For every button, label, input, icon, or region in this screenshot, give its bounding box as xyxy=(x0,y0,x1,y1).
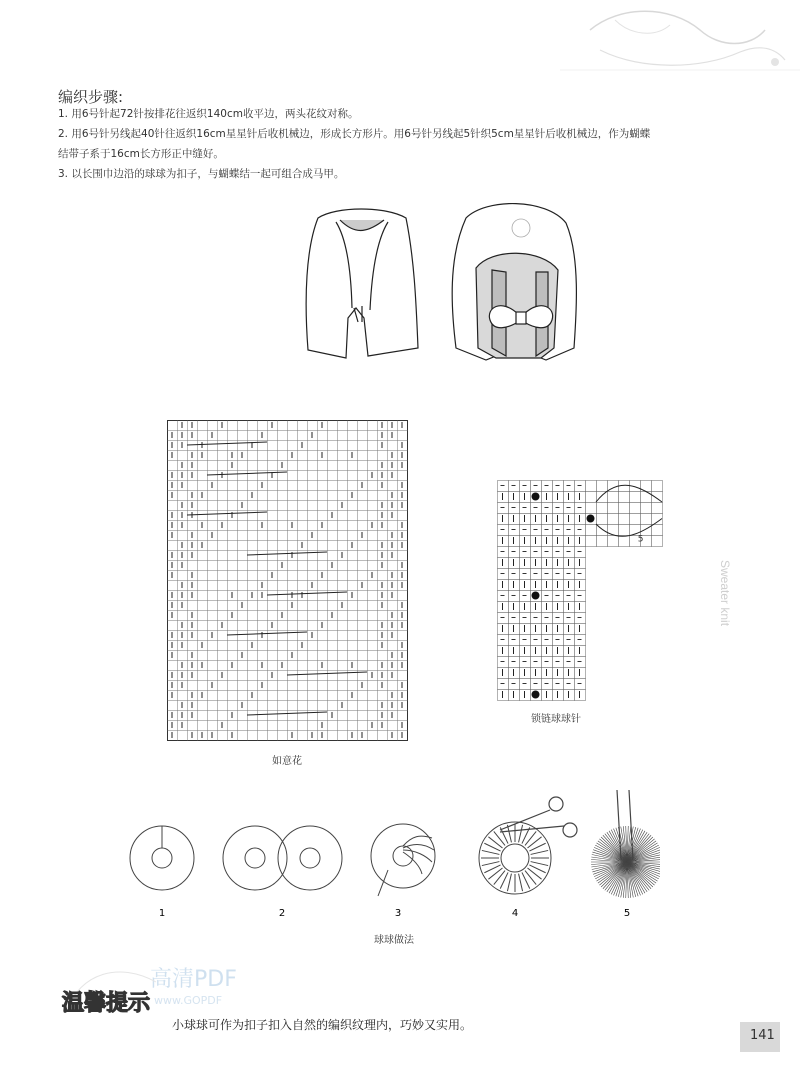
instructions-heading: 编织步骤: xyxy=(58,88,124,106)
bobble-dot xyxy=(587,515,595,523)
bobble-dot xyxy=(532,592,540,600)
swirl-ornament-icon xyxy=(560,0,800,90)
step-number-2: 2 xyxy=(278,908,286,919)
vest-illustration xyxy=(296,198,586,368)
bobble-chart-caption: 锁链球球针 xyxy=(531,714,581,725)
chain-bobble-chart xyxy=(497,480,669,704)
instruction-step-2-continued: 结带子系于16cm长方形正中缝好。 xyxy=(58,148,224,160)
pompom-steps-illustration xyxy=(120,786,660,926)
pompom-step-1-drawing xyxy=(130,826,194,890)
vest-back-drawing xyxy=(452,204,576,360)
pompom-step-3-drawing xyxy=(371,824,435,896)
page-number: 141 xyxy=(750,1028,775,1043)
instruction-step-1: 1. 用6号针起72针按排花往返织140cm收平边，两头花纹对称。 xyxy=(58,108,359,120)
tip-text: 小球球可作为扣子扣入自然的编织纹理内，巧妙又实用。 xyxy=(172,1018,473,1032)
step-number-5: 5 xyxy=(623,908,631,919)
pompom-step-5-drawing xyxy=(591,790,660,898)
pompom-caption: 球球做法 xyxy=(374,935,414,946)
warm-tip-logo-text: 温馨提示 xyxy=(62,991,151,1016)
side-vertical-label: Sweater knit xyxy=(718,560,732,627)
instruction-step-2: 2. 用6号针另线起40针往返织16cm星星针后收机械边，形成长方形片。用6号针另线起5针织5cm星星针后收机械边，作为蝴蝶 xyxy=(58,128,651,140)
bobble-dot xyxy=(532,691,540,699)
step-number-1: 1 xyxy=(158,908,166,919)
watermark-subtext: www.GOPDF xyxy=(154,994,223,1007)
bobble-chart-number: 5 xyxy=(637,534,644,545)
ruyi-flower-chart xyxy=(167,420,412,748)
step-number-3: 3 xyxy=(394,908,402,919)
warm-tip-logo xyxy=(60,962,170,1032)
pompom-step-2-drawing xyxy=(223,826,342,890)
bobble-dot xyxy=(532,493,540,501)
vest-front-drawing xyxy=(306,209,418,358)
pompom-step-4-drawing xyxy=(479,822,551,894)
instruction-step-3: 3. 以长围巾边沿的球球为扣子，与蝴蝶结一起可组合成马甲。 xyxy=(58,168,345,180)
watermark-text: 高清PDF xyxy=(150,967,237,992)
watermark xyxy=(150,960,290,1020)
step-number-4: 4 xyxy=(511,908,519,919)
ruyi-chart-caption: 如意花 xyxy=(272,756,302,767)
